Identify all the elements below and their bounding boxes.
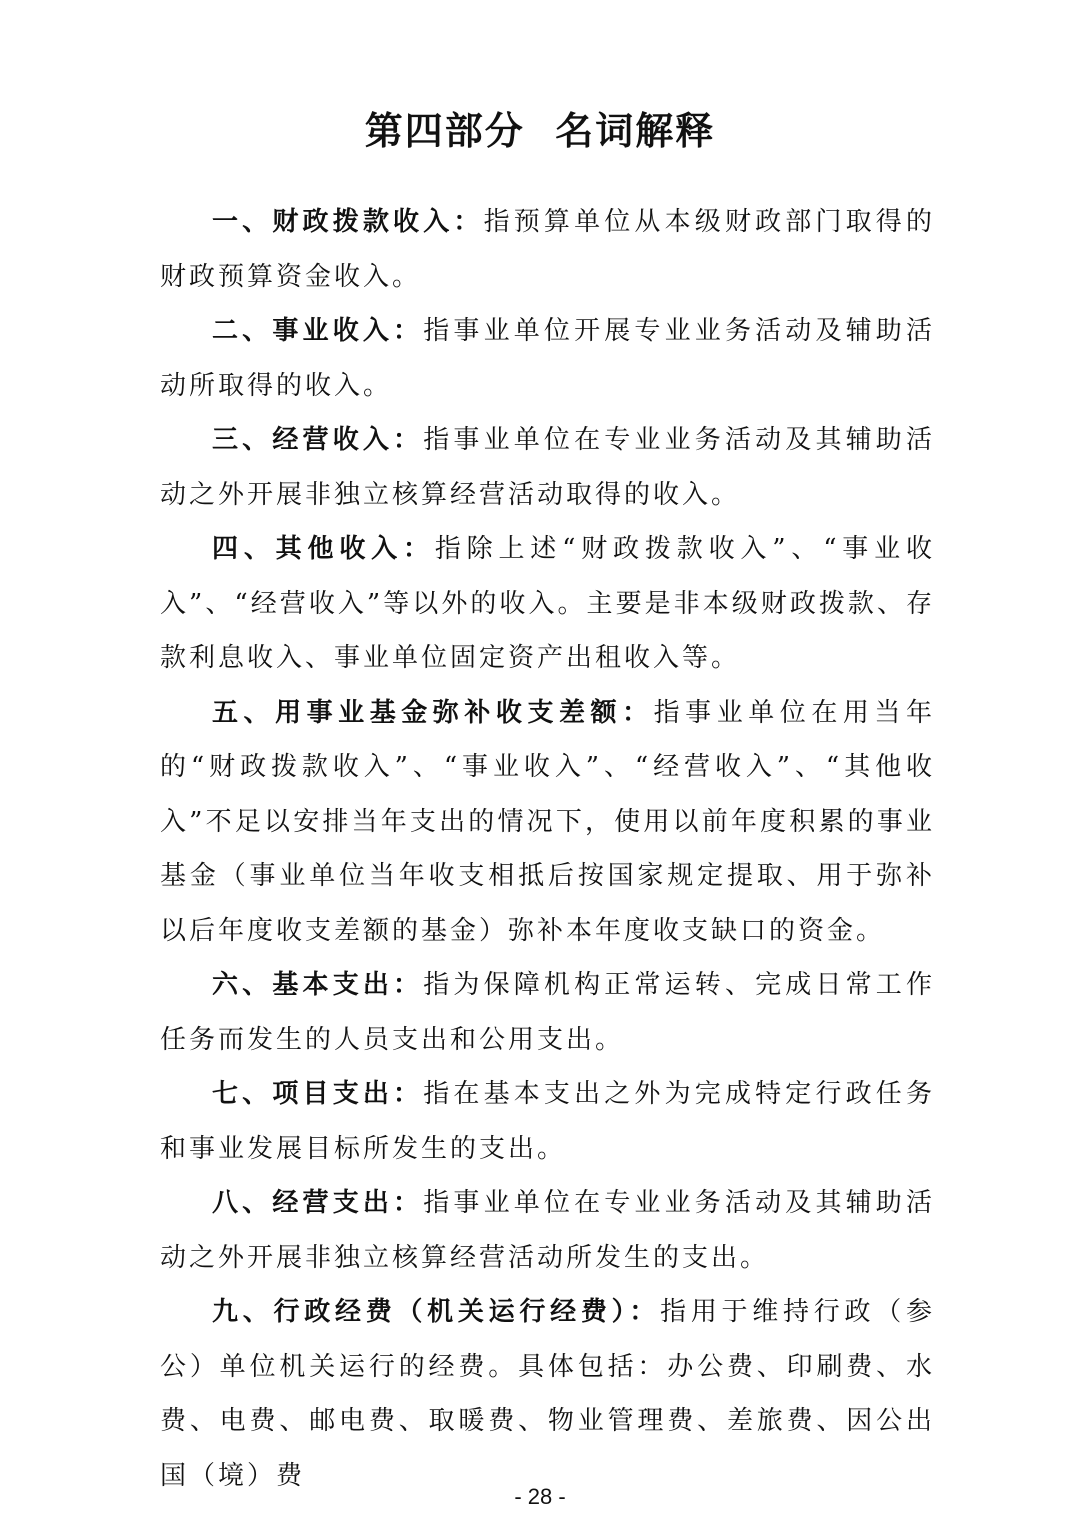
entry-term: 一、财政拨款收入： xyxy=(212,207,484,237)
entry-definition: 指用于维持行政（参公）单位机关运行的经费。具体包括：办公费、印刷费、水费、电费、邮电费、取暖费、物业管理费、差旅费、因公出国（境）费 xyxy=(160,1297,935,1491)
glossary-entry xyxy=(160,413,935,522)
glossary-entry xyxy=(160,686,935,959)
glossary-entry xyxy=(160,1176,935,1285)
entry-definition: 指事业单位开展专业业务活动及辅助活动所取得的收入。 xyxy=(160,316,935,401)
entry-definition: 指事业单位在用当年的“财政拨款收入”、“事业收入”、“经营收入”、“其他收入”不足以安排当年支出的情况下，使用以前年度积累的事业基金（事业单位当年收支相抵后按国家规定提取、用于弥补以后年度收支差额的基金）弥补本年度收支缺口的资金。 xyxy=(160,697,935,946)
entry-definition: 指事业单位在专业业务活动及其辅助活动之外开展非独立核算经营活动取得的收入。 xyxy=(160,425,935,510)
entry-definition: 指为保障机构正常运转、完成日常工作任务而发生的人员支出和公用支出。 xyxy=(160,970,935,1055)
glossary-entry xyxy=(160,958,935,1067)
entry-term: 八、经营支出： xyxy=(212,1188,424,1218)
entry-term: 九、行政经费（机关运行经费）： xyxy=(212,1297,661,1327)
entry-definition: 指在基本支出之外为完成特定行政任务和事业发展目标所发生的支出。 xyxy=(160,1079,935,1164)
glossary-entry xyxy=(160,522,935,686)
page-title: 第四部分 名词解释 xyxy=(364,109,716,153)
entry-term: 四、其他收入： xyxy=(212,534,435,564)
entry-term: 五、用事业基金弥补收支差额： xyxy=(212,697,654,728)
entry-term: 七、项目支出： xyxy=(212,1079,424,1109)
entry-definition: 指除上述“财政拨款收入”、“事业收入”、“经营收入”等以外的收入。主要是非本级财政拨款、存款利息收入、事业单位固定资产出租收入等。 xyxy=(160,534,935,673)
glossary-entry xyxy=(160,1285,935,1503)
entry-definition: 指事业单位在专业业务活动及其辅助活动之外开展非独立核算经营活动所发生的支出。 xyxy=(160,1188,935,1273)
glossary-body xyxy=(160,195,935,1503)
entry-term: 六、基本支出： xyxy=(212,970,424,1000)
entry-term: 二、事业收入： xyxy=(212,316,424,346)
glossary-entry xyxy=(160,195,935,304)
page-number: - 28 - xyxy=(514,1484,566,1509)
entry-definition: 指预算单位从本级财政部门取得的财政预算资金收入。 xyxy=(160,207,935,292)
entry-term: 三、经营收入： xyxy=(212,425,424,455)
glossary-entry xyxy=(160,304,935,413)
glossary-entry xyxy=(160,1067,935,1176)
